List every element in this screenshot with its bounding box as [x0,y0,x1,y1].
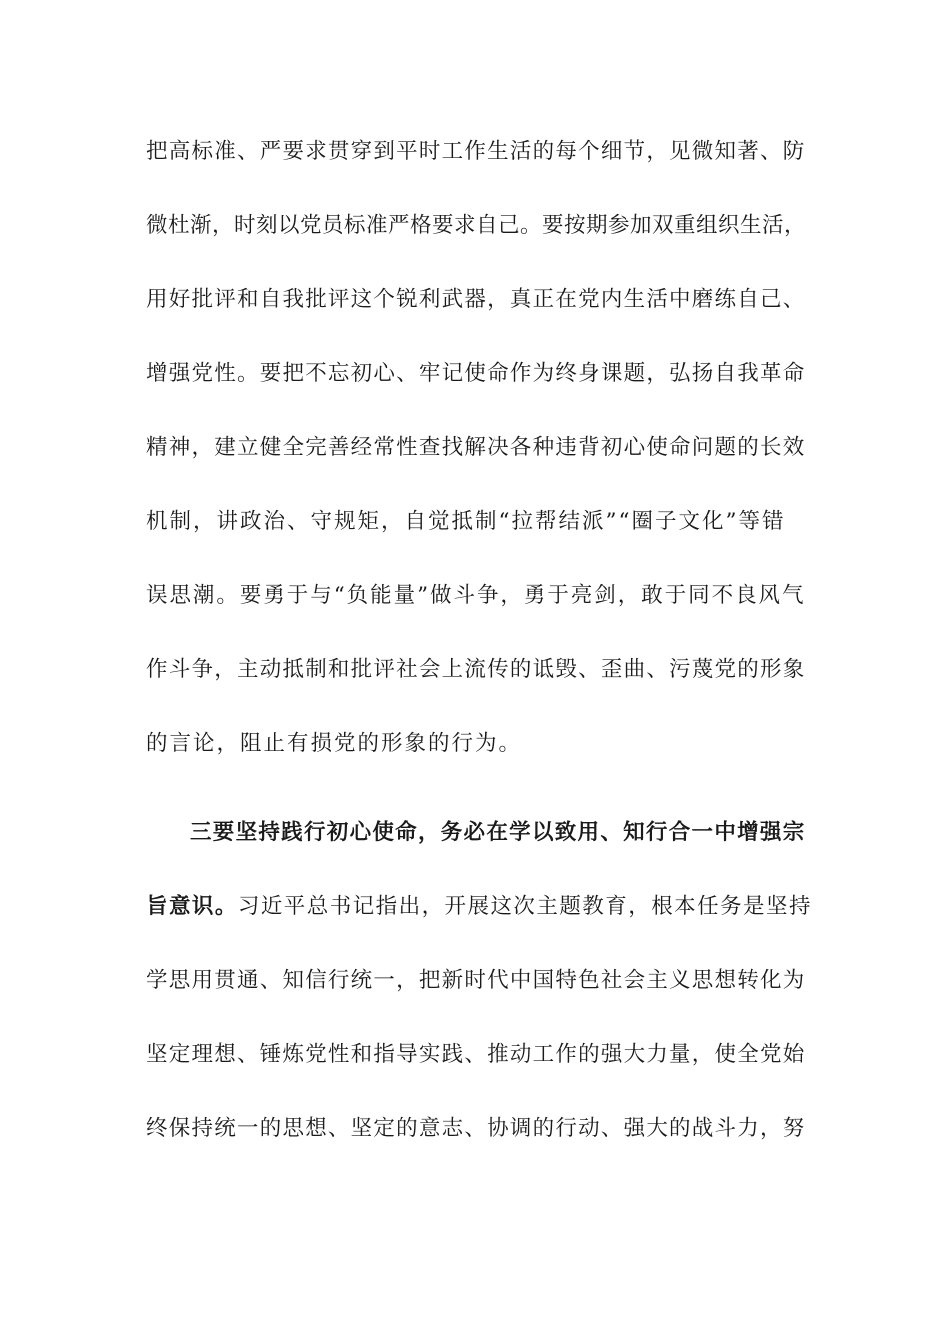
text-line: 用好批评和自我批评这个锐利武器，真正在党内生活中磨练自己、 [146,287,806,312]
text-line: 机制，讲政治、守规矩，自觉抵制“拉帮结派”“圈子文化”等错 [146,509,786,534]
text-line: 精神，建立健全完善经常性查找解决各种违背初心使命问题的长效 [146,435,806,460]
text-line: 坚定理想、锤炼党性和指导实践、推动工作的强大力量，使全党始 [146,1042,806,1067]
text-line: 终保持统一的思想、坚定的意志、协调的行动、强大的战斗力，努 [146,1116,806,1141]
text-line [146,892,812,922]
text-run: 习近平总书记指出，开展这次主题教育，根本任务是坚持 [237,894,812,919]
text-line: 把高标准、严要求贯穿到平时工作生活的每个细节，见微知著、防 [146,139,806,164]
text-line: 误思潮。要勇于与“负能量”做斗争，勇于亮剑，敢于同不良风气 [146,583,806,608]
text-line: 微杜渐，时刻以党员标准严格要求自己。要按期参加双重组织生活， [146,213,807,238]
text-line: 的言论，阻止有损党的形象的行为。 [146,731,523,756]
section-heading-end: 旨意识。 [146,894,238,919]
text-line: 作斗争，主动抵制和批评社会上流传的诋毁、歪曲、污蔑党的形象 [146,657,806,682]
text-line: 学思用贯通、知信行统一，把新时代中国特色社会主义思想转化为 [146,968,806,993]
text-line: 增强党性。要把不忘初心、牢记使命作为终身课题，弘扬自我革命 [146,361,806,386]
section-heading: 三要坚持践行初心使命，务必在学以致用、知行合一中增强宗 [190,820,806,845]
